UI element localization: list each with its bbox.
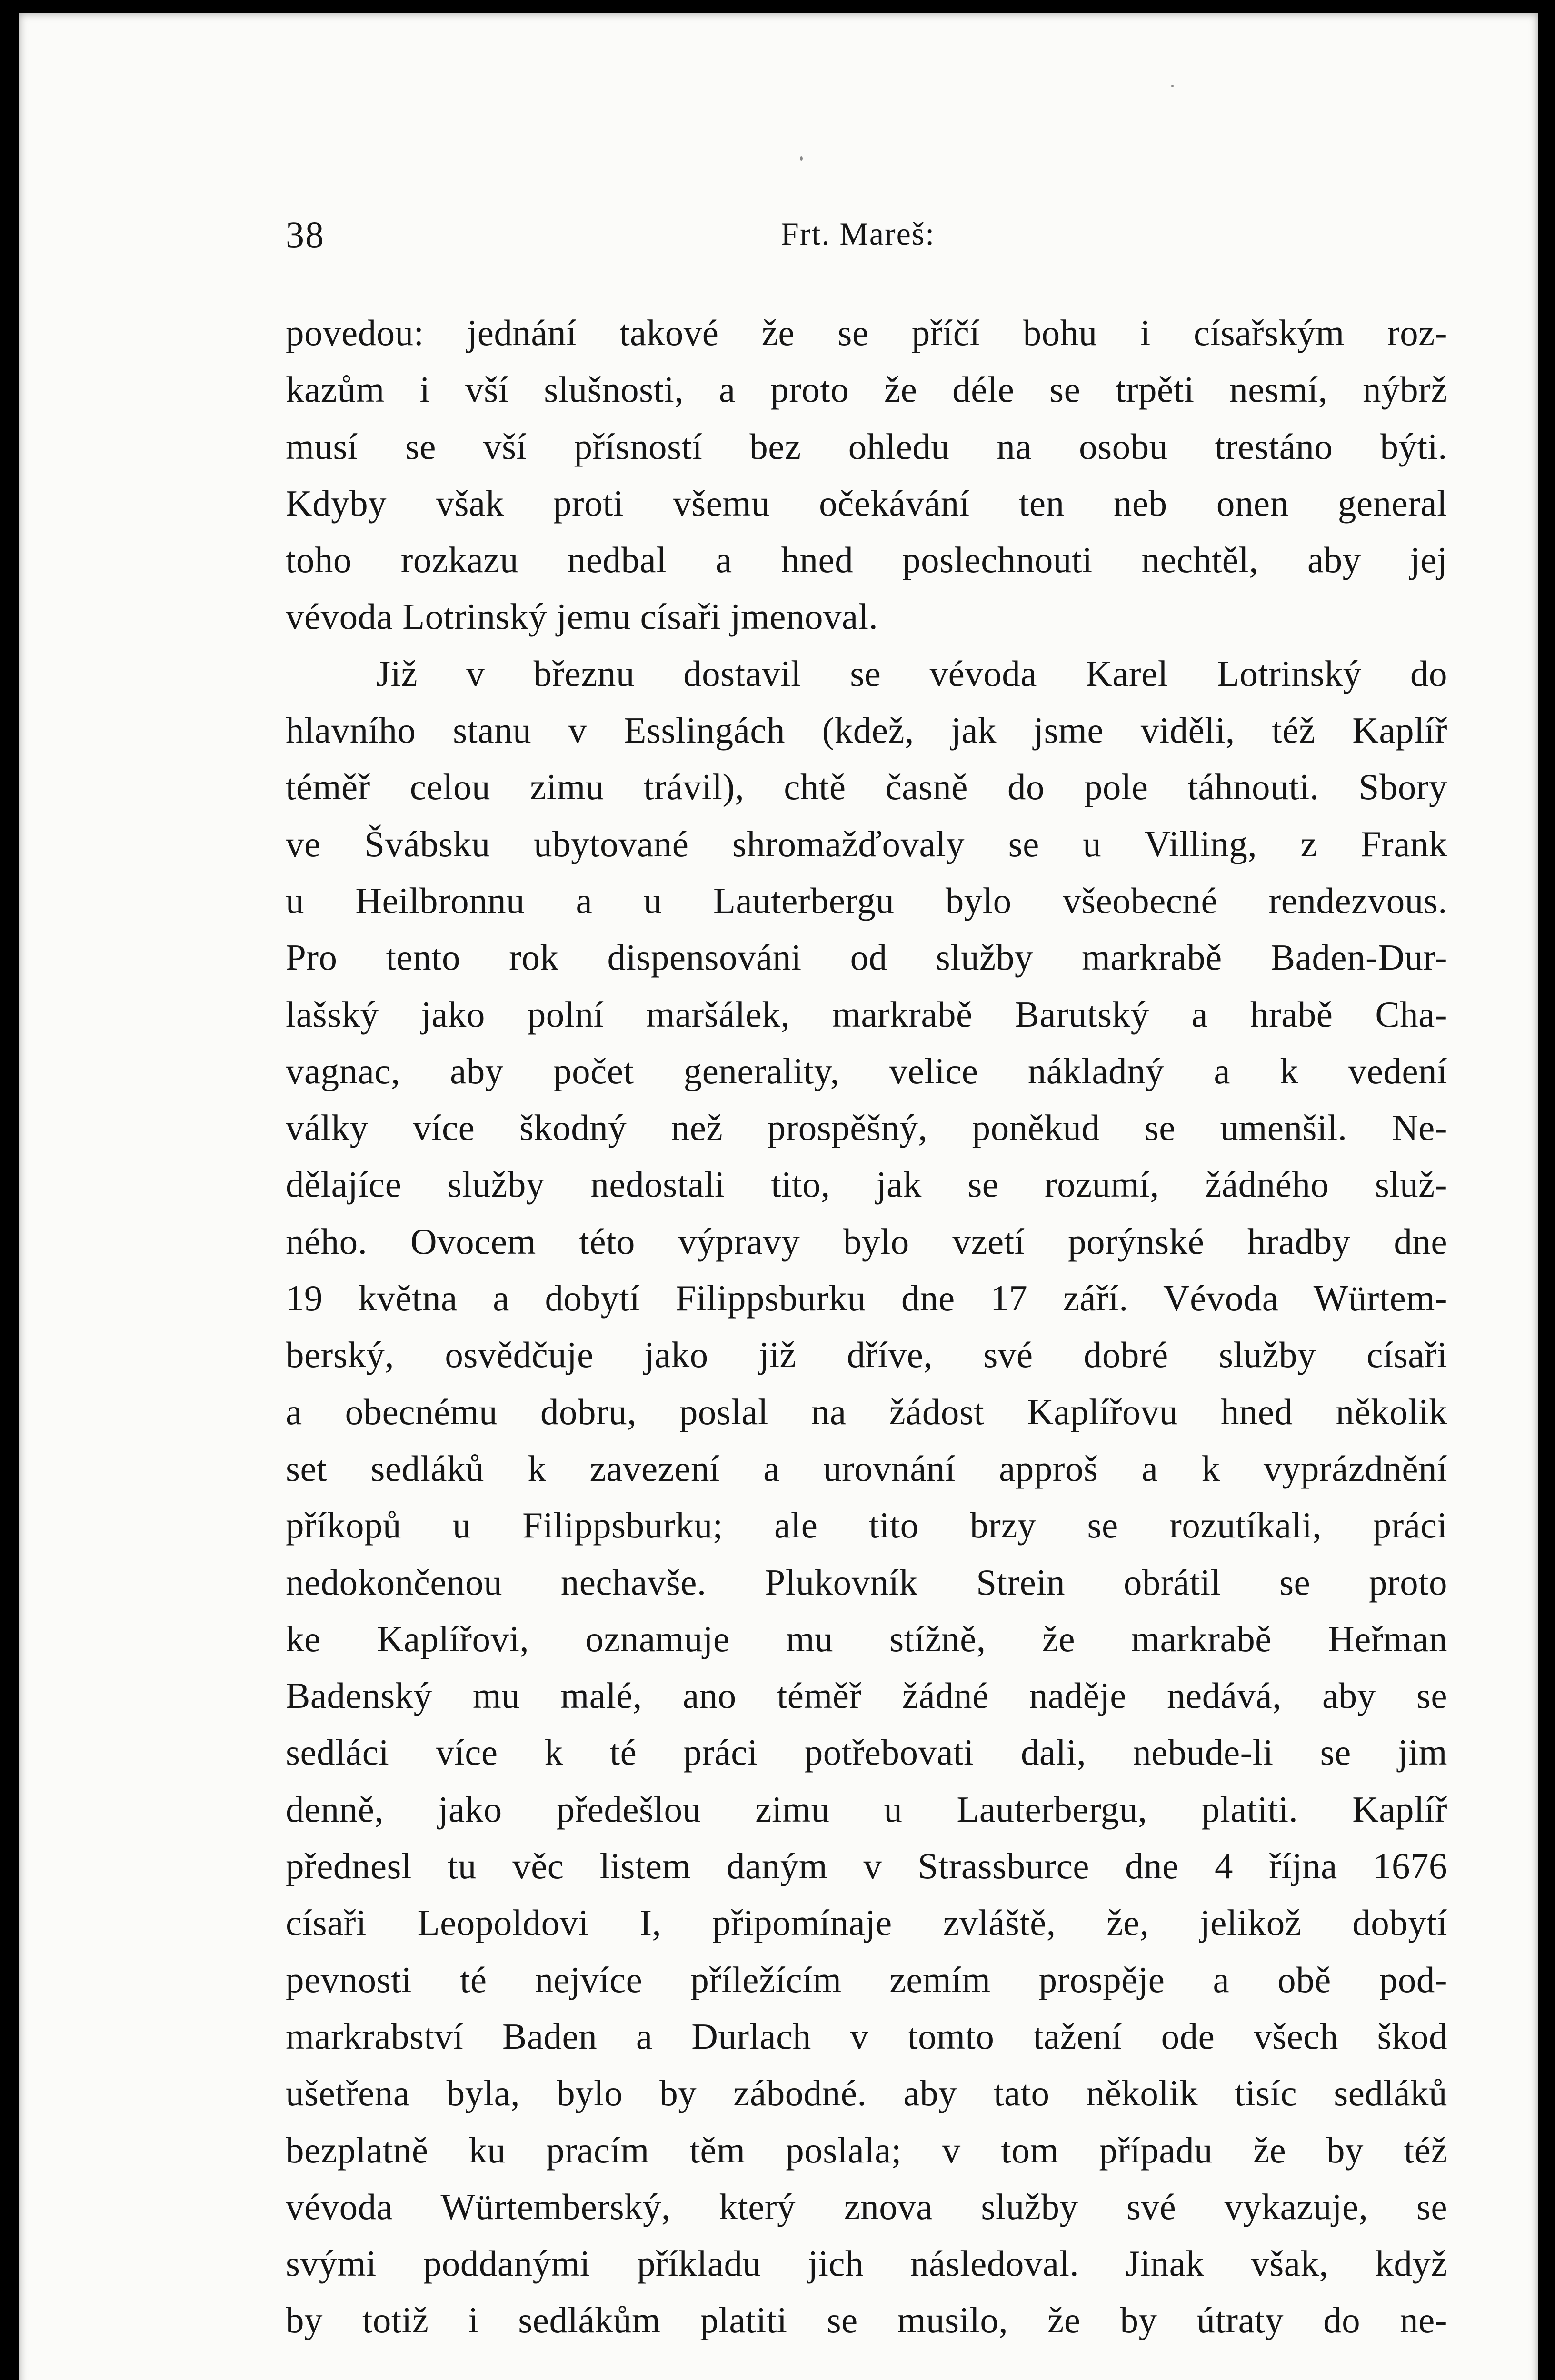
text-line: kazům i vší slušnosti, a proto že déle se trpěti nesmí, nýbrž (286, 369, 1447, 410)
text-line: a obecnému dobru, poslal na žádost Kaplířovu hned několik (286, 1391, 1447, 1432)
text-line: pevnosti té nejvíce příležícím zemím prospěje a obě pod- (286, 1959, 1447, 2000)
text-line: berský, osvědčuje jako již dříve, své dobré služby císaři (286, 1334, 1447, 1376)
page-header (286, 213, 1457, 270)
text-line: toho rozkazu nedbal a hned poslechnouti nechtěl, aby jej (286, 539, 1447, 581)
text-line: nedokončenou nechavše. Plukovník Strein obrátil se proto (286, 1561, 1447, 1603)
text-line: Již v březnu dostavil se vévoda Karel Lotrinský do (376, 653, 1447, 694)
text-line: svými poddanými příkladu jich následoval. Jinak však, když (286, 2243, 1447, 2284)
text-line: příkopů u Filippsburku; ale tito brzy se rozutíkali, práci (286, 1505, 1447, 1546)
text-line: ve Švábsku ubytované shromažďovaly se u Villing, z Frank (286, 823, 1447, 864)
text-line: téměř celou zimu trávil), chtě časně do pole táhnouti. Sbory (286, 766, 1447, 808)
text-line: vévoda Lotrinský jemu císaři jmenoval. (286, 596, 878, 637)
text-line: ušetřena byla, bylo by zábodné. aby tato několik tisíc sedláků (286, 2073, 1447, 2114)
text-line: vagnac, aby počet generality, velice nákladný a k vedení (286, 1050, 1447, 1091)
text-line: Pro tento rok dispensováni od služby markrabě Baden-Dur- (286, 937, 1447, 978)
text-line: bezplatně ku pracím těm poslala; v tom případu že by též (286, 2129, 1447, 2171)
text-line: Kdyby však proti všemu očekávání ten neb onen general (286, 482, 1447, 524)
text-line: ke Kaplířovi, oznamuje mu stížně, že markrabě Heřman (286, 1618, 1447, 1659)
text-line: přednesl tu věc listem daným v Strassburce dne 4 října 1676 (286, 1845, 1447, 1887)
text-line: dělajíce služby nedostali tito, jak se rozumí, žádného služ- (286, 1164, 1447, 1205)
book-page (19, 13, 1538, 2380)
text-line: vévoda Würtemberský, který znova služby své vykazuje, se (286, 2186, 1447, 2227)
text-line: 19 května a dobytí Filippsburku dne 17 září. Vévoda Würtem- (286, 1278, 1447, 1319)
text-line: sedláci více k té práci potřebovati dali, nebude-li se jim (286, 1732, 1447, 1773)
text-line: Badenský mu malé, ano téměř žádné naděje nedává, aby se (286, 1675, 1447, 1716)
paper-speck (1171, 85, 1174, 87)
running-head: Frt. Mareš: (781, 216, 936, 252)
text-line: markrabství Baden a Durlach v tomto tažení ode všech škod (286, 2015, 1447, 2057)
text-line: lašský jako polní maršálek, markrabě Barutský a hrabě Cha- (286, 993, 1447, 1035)
text-line: set sedláků k zavezení a urovnání approš a k vyprázdnění (286, 1448, 1447, 1489)
text-line: války více škodný než prospěšný, poněkud se umenšil. Ne- (286, 1107, 1447, 1149)
page-number: 38 (286, 214, 325, 255)
text-line: povedou: jednání takové že se příčí bohu i císařským roz- (286, 312, 1447, 353)
text-line: hlavního stanu v Esslingách (kdež, jak jsme viděli, též Kaplíř (286, 710, 1447, 751)
text-line: císaři Leopoldovi I, připomínaje zvláště, že, jelikož dobytí (286, 1902, 1447, 1944)
text-line: by totiž i sedlákům platiti se musilo, že by útraty do ne- (286, 2300, 1447, 2341)
text-line: u Heilbronnu a u Lauterbergu bylo všeobecné rendezvous. (286, 880, 1447, 921)
text-line: denně, jako předešlou zimu u Lauterbergu, platiti. Kaplíř (286, 1788, 1447, 1830)
text-line: ného. Ovocem této výpravy bylo vzetí porýnské hradby dne (286, 1220, 1447, 1262)
paper-speck (800, 156, 803, 161)
text-line: musí se vší přísností bez ohledu na osobu trestáno býti. (286, 426, 1447, 467)
body-text (286, 305, 1447, 2349)
